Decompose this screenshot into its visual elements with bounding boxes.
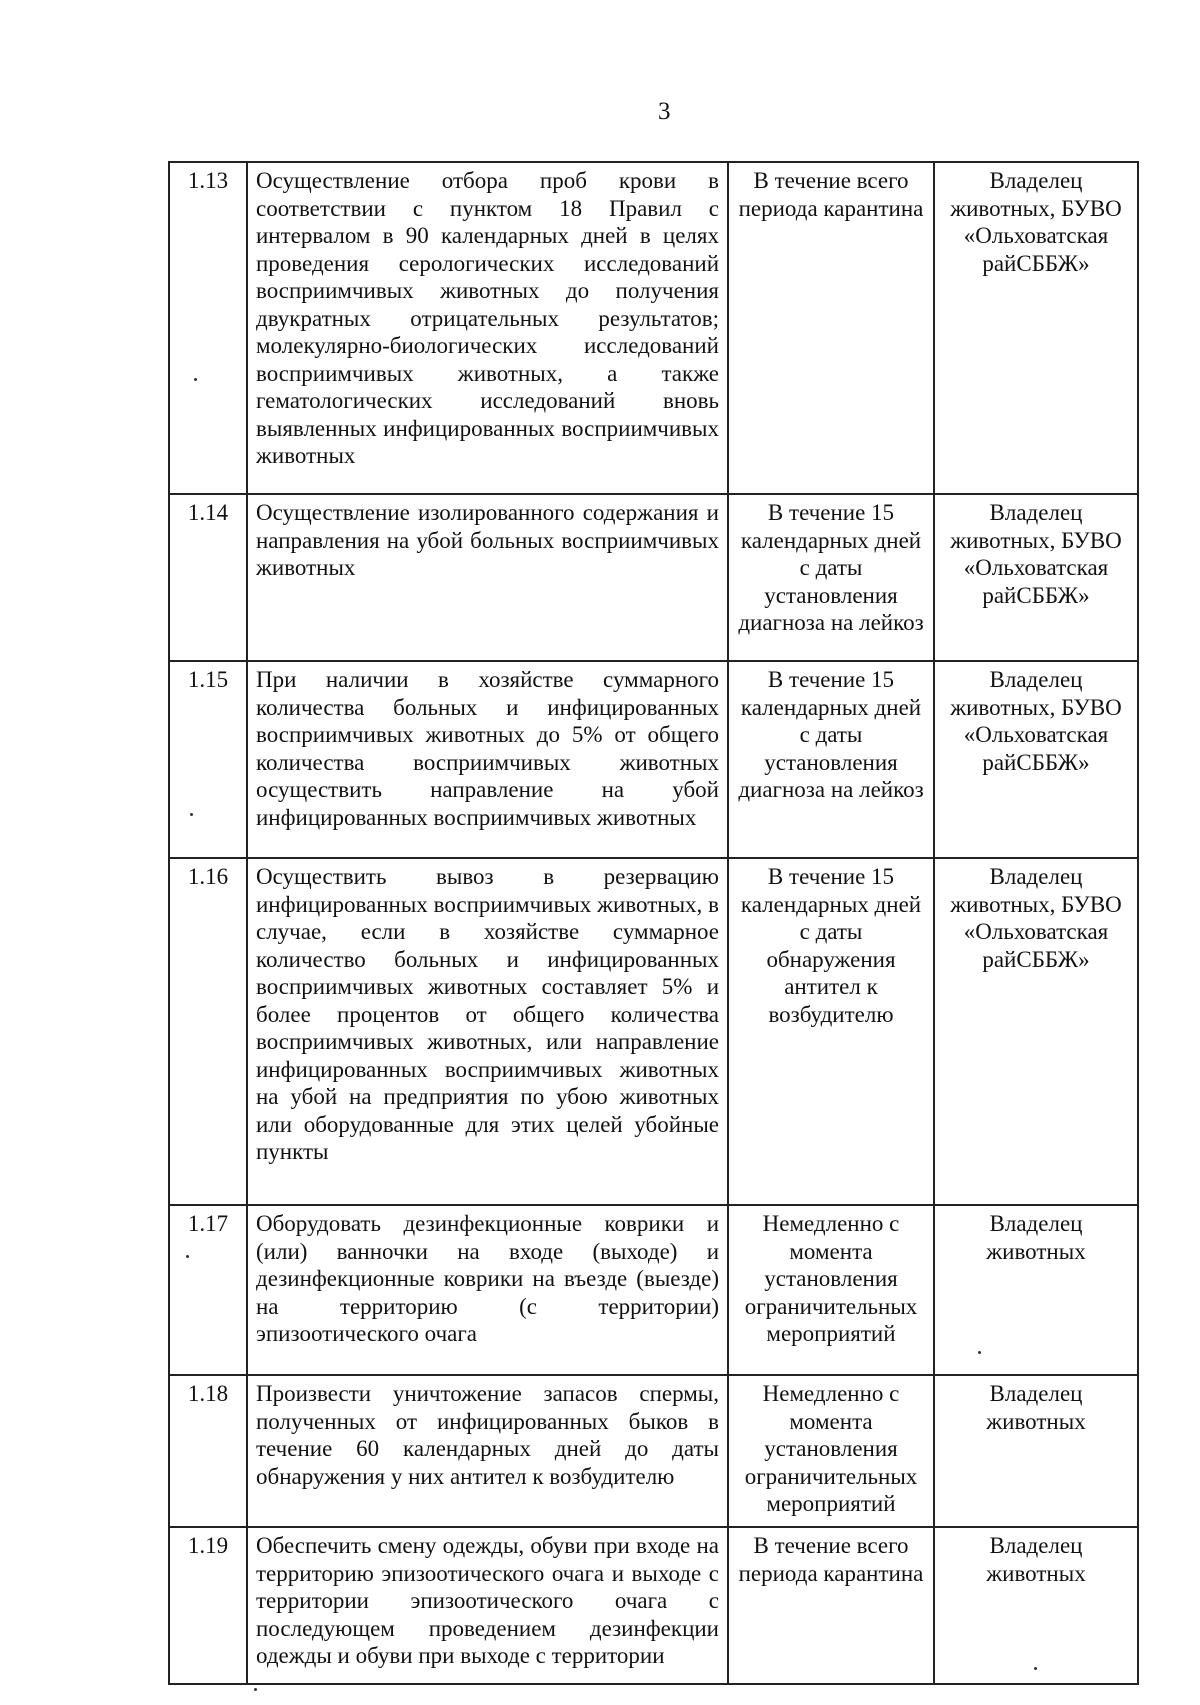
row-term: Немедленно с момента установления ограничительных мероприятий [728,1375,934,1527]
row-number: 1.13 [169,162,247,494]
table-row [169,1375,1138,1527]
row-number: 1.19 [169,1527,247,1684]
row-responsible: Владелец животных [934,1375,1138,1527]
row-action: Осуществить вывоз в резервацию инфицированных восприимчивых животных, в случае, если в хозяйстве суммарное количество больных и инфицированных восприимчивых животных составляет 5% и более процентов от общего количества восприимчивых животных, или направление инфицированных восприимчивых животных на убой на предприятия по убою животных или оборудованные для этих целей убойные пункты [247,858,728,1205]
table-row [169,1205,1138,1375]
scan-speck [186,1255,189,1258]
row-responsible: Владелец животных, БУВО «Ольховатская райСББЖ» [934,162,1138,494]
row-responsible: Владелец животных, БУВО «Ольховатская райСББЖ» [934,858,1138,1205]
row-number: 1.14 [169,494,247,661]
page-number: 3 [658,98,671,125]
scan-speck [194,378,197,381]
row-responsible: Владелец животных [934,1205,1138,1375]
measures-table [168,161,1139,1685]
table-row [169,494,1138,661]
row-term: В течение всего периода карантина [728,1527,934,1684]
row-responsible: Владелец животных, БУВО «Ольховатская райСББЖ» [934,494,1138,661]
row-action: Произвести уничтожение запасов спермы, полученных от инфицированных быков в течение 60 календарных дней до даты обнаружения у них антител к возбудителю [247,1375,728,1527]
table-row [169,162,1138,494]
row-action: Оборудовать дезинфекционные коврики и (или) ванночки на входе (выходе) и дезинфекционные коврики на въезде (выезде) на территорию (с территории) эпизоотического очага [247,1205,728,1375]
table-row [169,858,1138,1205]
scan-speck [190,813,193,816]
row-term: В течение 15 календарных дней с даты обнаружения антител к возбудителю [728,858,934,1205]
scan-speck [1034,1667,1037,1670]
table-row [169,1527,1138,1684]
row-term: Немедленно с момента установления ограничительных мероприятий [728,1205,934,1375]
scan-speck [978,1351,981,1354]
row-action: Осуществление изолированного содержания и направления на убой больных восприимчивых животных [247,494,728,661]
row-number: 1.18 [169,1375,247,1527]
row-action: При наличии в хозяйстве суммарного количества больных и инфицированных восприимчивых животных до 5% от общего количества восприимчивых животных осуществить направление на убой инфицированных восприимчивых животных [247,661,728,858]
row-action: Обеспечить смену одежды, обуви при входе на территорию эпизоотического очага и выходе с территории эпизоотического очага с последующем проведением дезинфекции одежды и обуви при выходе с территории [247,1527,728,1684]
row-term: В течение 15 календарных дней с даты установления диагноза на лейкоз [728,494,934,661]
row-term: В течение 15 календарных дней с даты установления диагноза на лейкоз [728,661,934,858]
row-number: 1.16 [169,858,247,1205]
row-number: 1.17 [169,1205,247,1375]
row-number: 1.15 [169,661,247,858]
row-action: Осуществление отбора проб крови в соответствии с пунктом 18 Правил с интервалом в 90 календарных дней в целях проведения серологических исследований восприимчивых животных до получения двукратных отрицательных результатов; молекулярно-биологических исследований восприимчивых животных, а также гематологических исследований вновь выявленных инфицированных восприимчивых животных [247,162,728,494]
row-term: В течение всего периода карантина [728,162,934,494]
scan-speck [254,1688,257,1691]
table-row [169,661,1138,858]
row-responsible: Владелец животных [934,1527,1138,1684]
row-responsible: Владелец животных, БУВО «Ольховатская райСББЖ» [934,661,1138,858]
